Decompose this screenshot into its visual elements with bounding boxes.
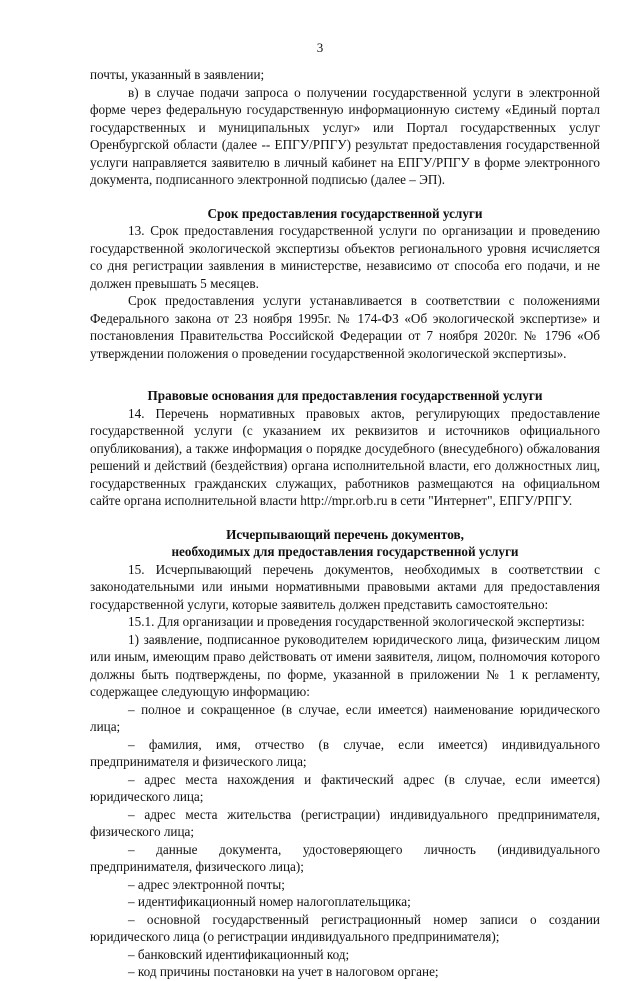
list-item: – банковский идентификационный код; bbox=[128, 946, 350, 962]
paragraph-v: в) в случае подачи запроса о получении государственной услуги в электронной форме через федеральную государственную информационную систему «Единый портал государственных и муниципальных услуг» или Портал государственных услуг Оренбургской области (далее -- ЕПГУ/РПГУ) результат предоставления государственной услуги направляется заявителю в личный кабинет на ЕПГУ/РПГУ в форме электронного документа, подписанного электронной подписью (далее – ЭП). bbox=[90, 84, 600, 187]
heading-legal-basis: Правовые основания для предоставления государственной услуги bbox=[147, 388, 543, 403]
list-item: – адрес места нахождения и фактический адрес (в случае, если имеется) юридического лица; bbox=[90, 771, 600, 804]
heading-documents-line1: Исчерпывающий перечень документов, bbox=[226, 526, 464, 542]
heading-documents-line2: необходимых для предоставления государственной услуги bbox=[171, 544, 519, 559]
page-body bbox=[90, 66, 600, 981]
list-item: – данные документа, удостоверяющего личность (индивидуального предпринимателя, физического лица); bbox=[90, 841, 600, 874]
list-item: – адрес места жительства (регистрации) индивидуального предпринимателя, физического лица; bbox=[90, 806, 600, 839]
list-item: – основной государственный регистрационный номер записи о создании юридического лица (о регистрации индивидуального предпринимателя); bbox=[90, 911, 600, 944]
heading-term: Срок предоставления государственной услуги bbox=[207, 205, 483, 221]
paragraph-15: 15. Исчерпывающий перечень документов, необходимых в соответствии с законодательными или иными нормативными правовыми актами для предоставления государственной услуги, которые заявитель должен представить самостоятельно: bbox=[90, 561, 600, 612]
page-number: 3 bbox=[316, 40, 324, 55]
list-item: – полное и сокращенное (в случае, если имеется) наименование юридического лица; bbox=[90, 701, 600, 734]
paragraph-15-1: 15.1. Для организации и проведения государственной экологической экспертизы: bbox=[128, 614, 585, 629]
paragraph-13-basis: Срок предоставления услуги устанавливается в соответствии с положениями Федерального закона от 23 ноября 1995г. № 174-ФЗ «Об экологической экспертизе» и постановления Правительства Российской Федерации от 7 ноября 2020г. № 1796 «Об утверждении положения о проведении государственной экологической экспертизы». bbox=[90, 293, 600, 361]
list-item: – фамилия, имя, отчество (в случае, если имеется) индивидуального предпринимателя и физического лица; bbox=[90, 736, 600, 769]
list-item: – идентификационный номер налогоплательщика; bbox=[128, 894, 411, 909]
paragraph-13: 13. Срок предоставления государственной услуги по организации и проведению государственной экологической экспертизы объектов регионального уровня исчисляется со дня регистрации заявления в министерстве, независимо от способа его подачи, и не должен превышать 5 месяцев. bbox=[90, 223, 600, 291]
list-item: – код причины постановки на учет в налоговом органе; bbox=[128, 964, 439, 979]
list-item: – адрес электронной почты; bbox=[128, 876, 285, 892]
paragraph-1-application: 1) заявление, подписанное руководителем юридического лица, физическим лицом или иным, имеющим право действовать от имени заявителя, лицом, полномочия которого должны быть подтверждены, по форме, указанной в приложении № 1 к регламенту, содержащее следующую информацию: bbox=[90, 631, 600, 699]
paragraph-continuation: почты, указанный в заявлении; bbox=[90, 67, 265, 82]
paragraph-14: 14. Перечень нормативных правовых актов, регулирующих предоставление государственной услуги (с указанием их реквизитов и источников официального опубликования), а также информация о порядке досудебного (внесудебного) обжалования решений и действий (бездействия) органа исполнительной власти, его должностных лиц, государственных гражданских служащих, работников размещаются на официальном сайте органа исполнительной власти http://mpr.orb.ru в сети "Интернет", ЕПГУ/РПГУ. bbox=[90, 405, 600, 508]
